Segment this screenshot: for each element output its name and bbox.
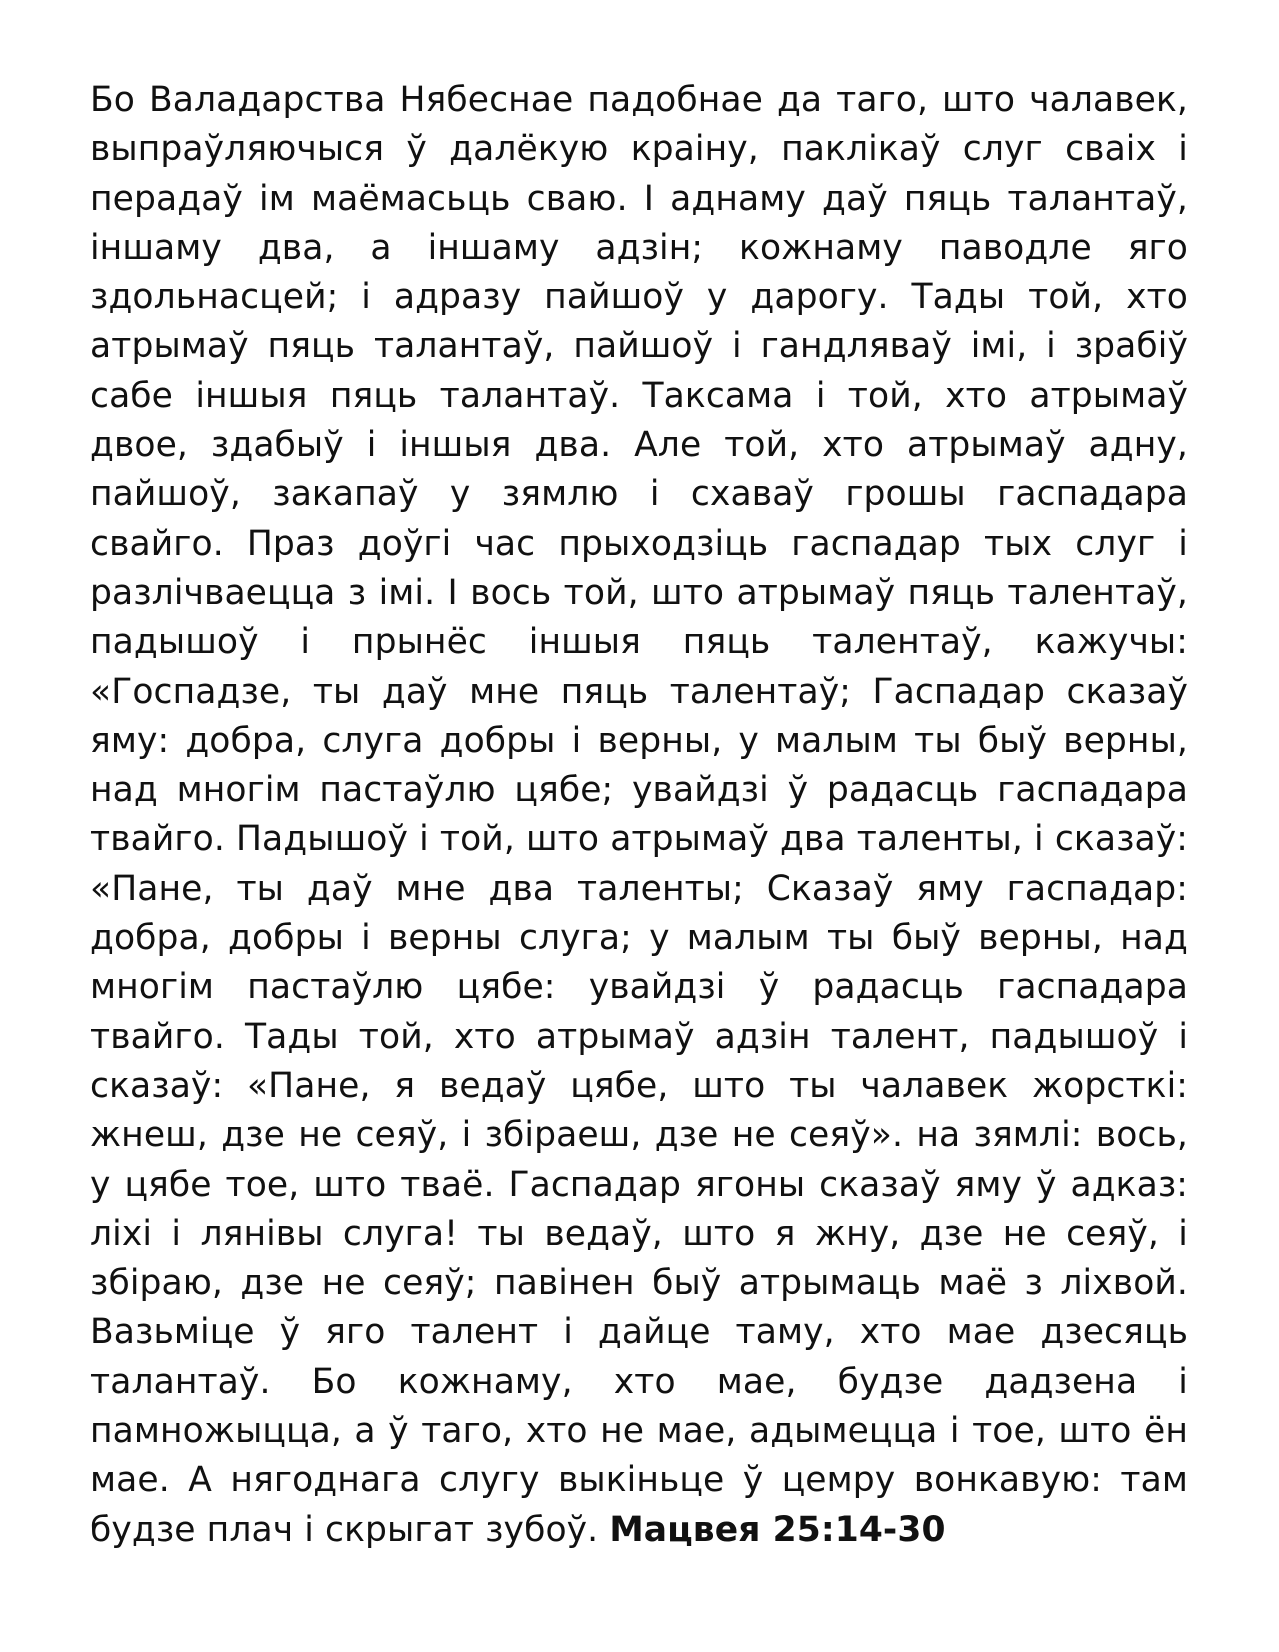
scripture-reference: Мацвея 25:14-30 bbox=[609, 1509, 946, 1550]
passage-text: Бо Валадарства Нябеснае падобнае да таго, што чалавек, выпраўляючыся ў далёкую краіну, паклікаў слуг сваіх і перадаў ім маёмасьць сваю. І аднаму даў пяць талантаў, іншаму два, а іншаму адзін; кожнаму паводле яго здольнасцей; і адразу пайшоў у дарогу. Тады той, хто атрымаў пяць талантаў, пайшоў і гандляваў імі, і зрабіў сабе іншыя пяць талантаў. Таксама і той, хто атрымаў двое, здабыў і іншыя два. Але той, хто атрымаў адну, пайшоў, закапаў у зямлю і схаваў грошы гаспадара свайго. Праз доўгі час прыходзіць гаспадар тых слуг і разлічваецца з імі. І вось той, што атрымаў пяць талентаў, падышоў і прынёс іншыя пяць талентаў, кажучы: «Госпадзе, ты даў мне пяць талентаў; Гаспадар сказаў яму: добра, слуга добры і верны, у малым ты быў верны, над многім пастаўлю цябе; увайдзі ў радасць гаспадара твайго. Падышоў і той, што атрымаў два таленты, і сказаў: «Пане, ты даў мне два таленты; Сказаў яму гаспадар: добра, добры і верны слуга; у малым ты быў верны, над многім пастаўлю цябе: увайдзі ў радасць гаспадара твайго. Тады той, хто атрымаў адзін талент, падышоў і сказаў: «Пане, я ведаў цябе, што ты чалавек жорсткі: жнеш, дзе не сеяў, і збіраеш, дзе не сеяў». на зямлі: вось, у цябе тое, што тваё. Гаспадар ягоны сказаў яму ў адказ: ліхі і лянівы слуга! ты ведаў, што я жну, дзе не сеяў, і збіраю, дзе не сеяў; павінен быў атрымаць маё з ліхвой. Вазьміце ў яго талент і дайце таму, хто мае дзесяць талантаў. Бо кожнаму, хто мае, будзе дадзена і памножыцца, а ў таго, хто не мае, адымецца і тое, што ён мае. А нягоднага слугу выкіньце ў цемру вонкавую: там будзе плач і скрыгат зубоў. bbox=[90, 80, 1188, 1550]
document-page bbox=[90, 76, 1188, 1555]
scripture-passage bbox=[90, 76, 1188, 1555]
